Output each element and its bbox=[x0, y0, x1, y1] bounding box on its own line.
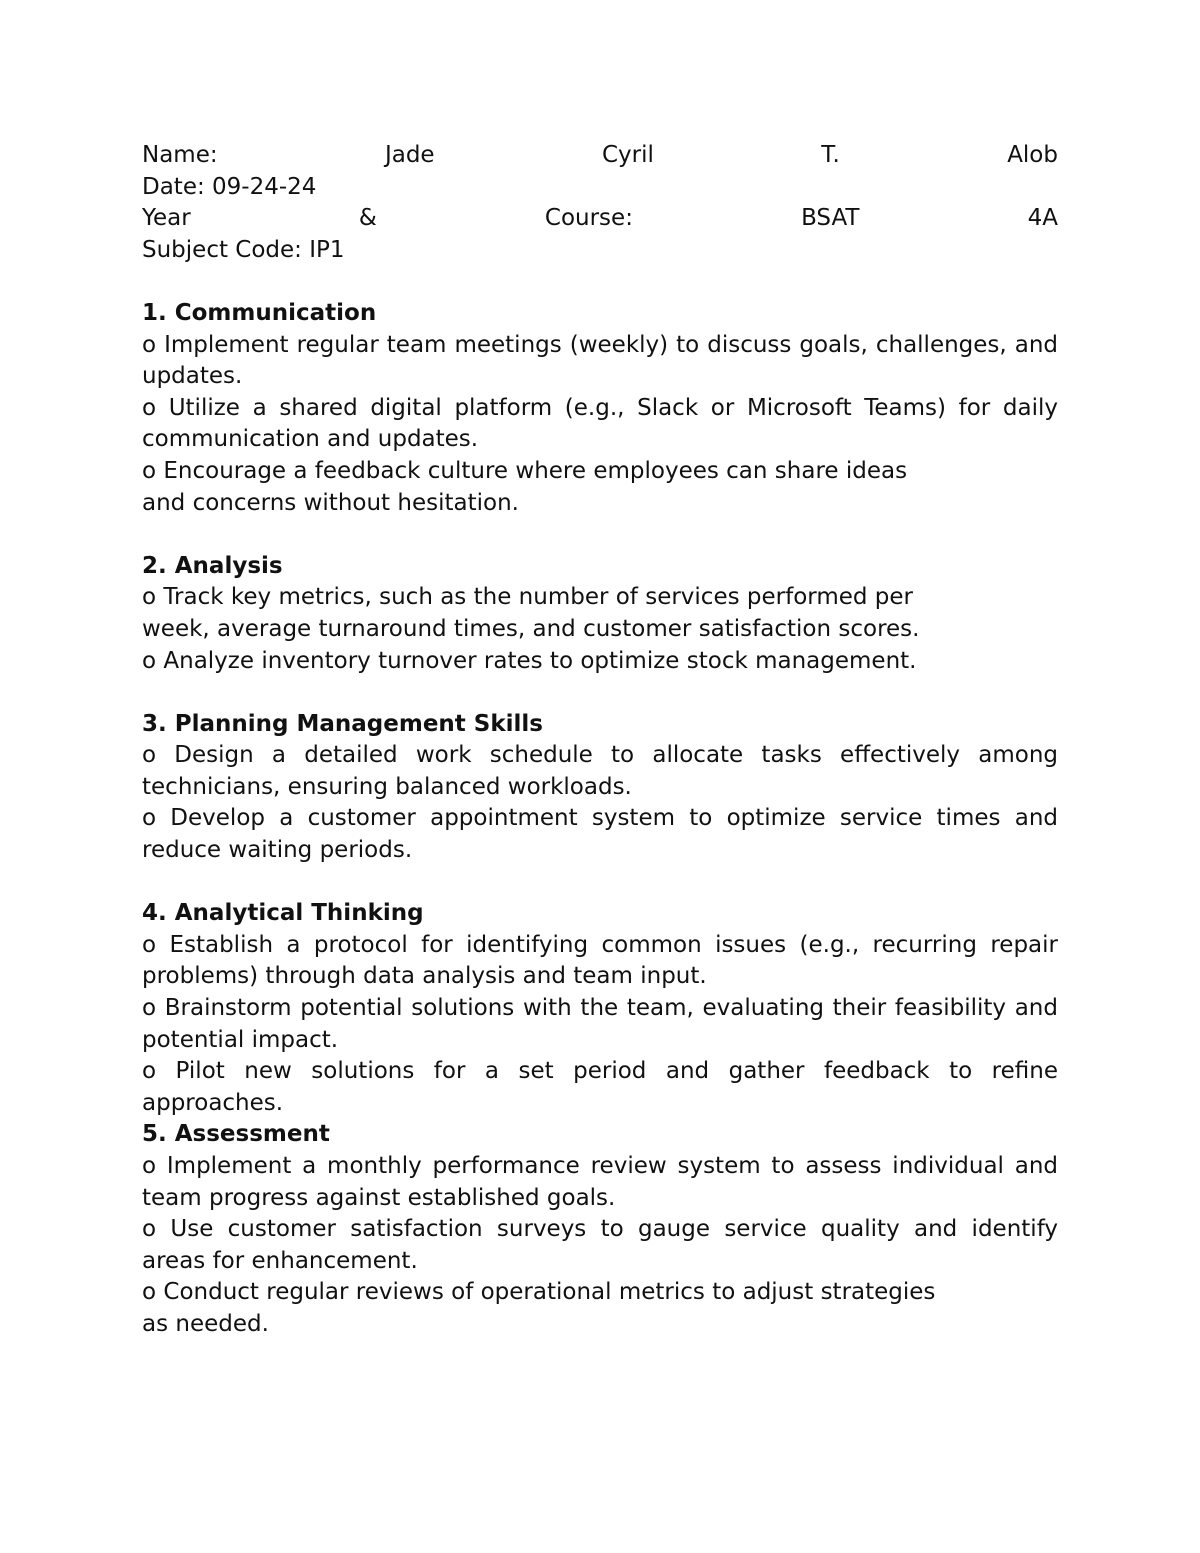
spacer bbox=[142, 867, 1058, 899]
list-item-line: o Conduct regular reviews of operational metrics to adjust strategies bbox=[142, 1279, 936, 1306]
list-item: o Implement regular team meetings (weekly) to discuss goals, challenges, and updates. bbox=[142, 331, 1058, 390]
section-heading-communication: 1. Communication bbox=[142, 299, 377, 326]
course-row bbox=[142, 203, 1058, 235]
subject-code-line: Subject Code: IP1 bbox=[142, 236, 345, 263]
spacer bbox=[142, 266, 1058, 298]
section-heading-analysis: 2. Analysis bbox=[142, 552, 283, 579]
list-item-line: as needed. bbox=[142, 1310, 269, 1337]
list-item: o Brainstorm potential solutions with the team, evaluating their feasibility and potential impact. bbox=[142, 995, 1058, 1053]
list-item: o Design a detailed work schedule to allocate tasks effectively among technicians, ensuring balanced workloads. bbox=[142, 742, 1058, 800]
list-item: o Pilot new solutions for a set period and gather feedback to refine approaches. bbox=[142, 1058, 1058, 1116]
spacer bbox=[142, 677, 1058, 709]
section-heading-analytical-thinking: 4. Analytical Thinking bbox=[142, 900, 424, 927]
course-value: BSAT bbox=[801, 205, 860, 232]
list-item-line: o Encourage a feedback culture where employees can share ideas bbox=[142, 457, 908, 484]
first-name: Jade bbox=[384, 142, 435, 168]
list-item: o Establish a protocol for identifying common issues (e.g., recurring repair problems) through data analysis and team input. bbox=[142, 931, 1058, 990]
name-row bbox=[142, 140, 1058, 172]
list-item-line: o Analyze inventory turnover rates to optimize stock management. bbox=[142, 647, 917, 674]
year-label: Year bbox=[142, 205, 191, 232]
date-line: Date: 09-24-24 bbox=[142, 173, 317, 200]
document-page bbox=[142, 140, 1058, 1341]
name-label: Name: bbox=[142, 142, 218, 168]
section-heading-planning: 3. Planning Management Skills bbox=[142, 710, 543, 737]
section-value: 4A bbox=[1027, 205, 1058, 232]
list-item-line: and concerns without hesitation. bbox=[142, 489, 519, 516]
last-name: Alob bbox=[1007, 142, 1058, 168]
spacer bbox=[142, 519, 1058, 551]
ampersand: & bbox=[358, 205, 377, 232]
list-item: o Utilize a shared digital platform (e.g., Slack or Microsoft Teams) for daily communication and updates. bbox=[142, 394, 1058, 453]
list-item: o Implement a monthly performance review system to assess individual and team progress against established goals. bbox=[142, 1153, 1058, 1211]
course-label: Course: bbox=[544, 205, 633, 232]
middle-initial: T. bbox=[821, 142, 840, 168]
section-heading-assessment: 5. Assessment bbox=[142, 1121, 330, 1148]
list-item: o Develop a customer appointment system to optimize service times and reduce waiting periods. bbox=[142, 805, 1058, 864]
list-item-line: week, average turnaround times, and customer satisfaction scores. bbox=[142, 615, 920, 642]
list-item: o Use customer satisfaction surveys to gauge service quality and identify areas for enhancement. bbox=[142, 1216, 1058, 1274]
list-item-line: o Track key metrics, such as the number of services performed per bbox=[142, 584, 913, 611]
middle-name: Cyril bbox=[601, 142, 654, 168]
